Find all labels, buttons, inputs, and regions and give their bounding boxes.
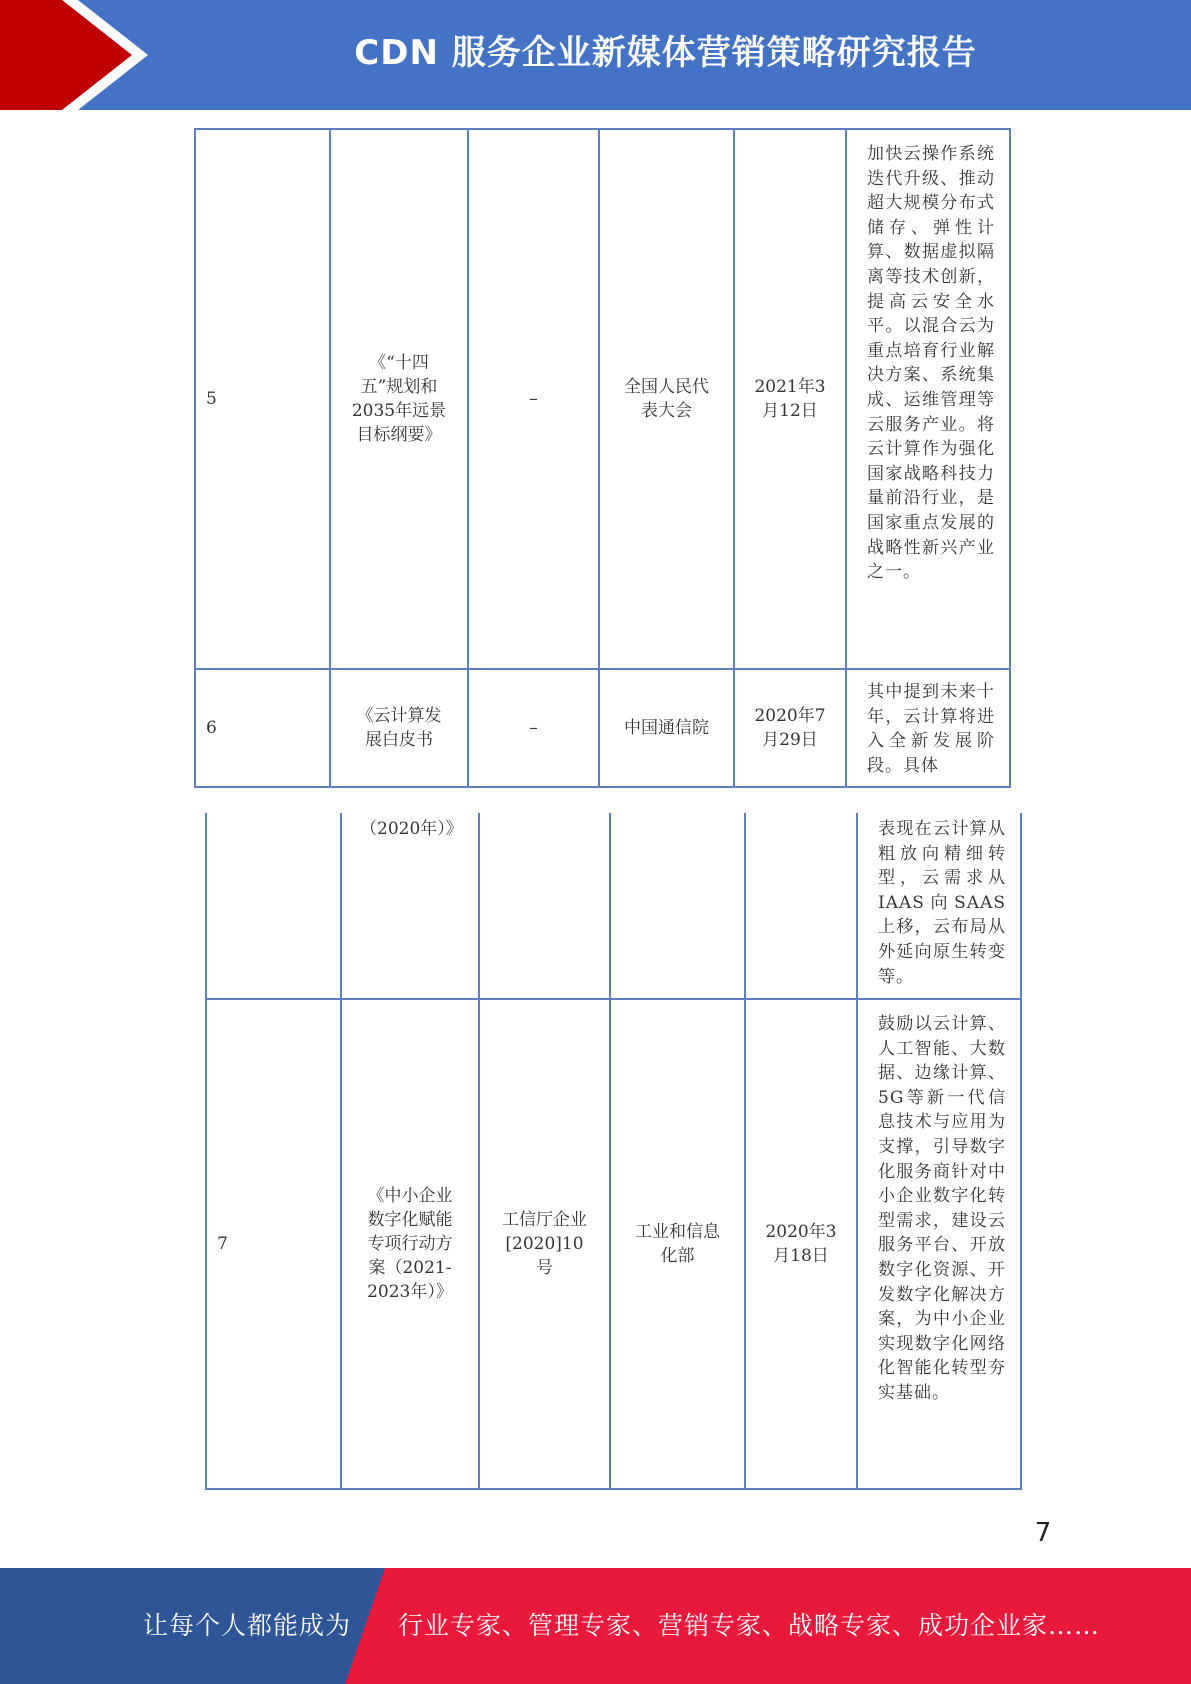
doc-number: 工信厅企业[2020]10号	[502, 1210, 587, 1278]
footer-slogan-right: 行业专家、管理专家、营销专家、战略专家、成功企业家……	[398, 1611, 1101, 1640]
date-cell	[734, 669, 846, 787]
header-arrow-decoration	[0, 0, 150, 110]
issue-date: 2020年3月18日	[765, 1222, 837, 1266]
content-summary: 表现在云计算从粗放向精细转型，云需求从IAAS向SAAS上移，云布局从外延向原生转变等。	[857, 813, 1021, 999]
doc-number	[479, 813, 610, 999]
page-header	[0, 0, 1191, 110]
content-summary: 其中提到未来十年，云计算将进入全新发展阶段。具体	[846, 669, 1010, 787]
document-title: CDN 服务企业新媒体营销策略研究报告	[354, 33, 977, 73]
issue-date: 2021年3月12日	[754, 377, 826, 421]
table-row	[206, 813, 1021, 999]
table-row	[195, 669, 1010, 787]
policy-name-cell	[341, 999, 479, 1489]
issue-date	[745, 813, 857, 999]
row-number: 7	[206, 999, 341, 1489]
doc-number: –	[468, 129, 599, 669]
issuer: 中国通信院	[624, 718, 709, 739]
policy-name: 《“十四五”规划和2035年远景目标纲要》	[351, 353, 447, 445]
issuer-cell	[599, 129, 734, 669]
footer-slogan-left: 让每个人都能成为	[143, 1611, 352, 1640]
policy-name-cell	[330, 129, 468, 669]
row-number: 5	[195, 129, 330, 669]
row-number: 6	[195, 669, 330, 787]
policy-table-part-2	[205, 813, 1022, 1490]
issuer	[610, 813, 745, 999]
doc-number: –	[468, 669, 599, 787]
policy-name: （2020年）》	[360, 819, 463, 839]
policy-name: 《云计算发展白皮书	[356, 706, 442, 751]
issuer-cell	[610, 999, 745, 1489]
policy-name: 《中小企业数字化赋能专项行动方案（2021-2023年）》	[367, 1186, 453, 1302]
policy-table-part-1	[194, 128, 1011, 788]
issuer: 工业和信息化部	[635, 1222, 720, 1266]
content-summary: 鼓励以云计算、人工智能、大数据、边缘计算、5G等新一代信息技术与应用为支撑，引导数字化服务商针对中小企业数字化转型需求，建设云服务平台、开放数字化资源、开发数字化解决方案，为中小企业实现数字化网络化智能化转型夯实基础。	[857, 999, 1021, 1489]
issue-date: 2020年7月29日	[754, 706, 826, 751]
issuer: 全国人民代表大会	[624, 377, 709, 421]
content-summary: 加快云操作系统迭代升级、推动超大规模分布式储存、弹性计算、数据虚拟隔离等技术创新，提高云安全水平。以混合云为重点培育行业解决方案、系统集成、运维管理等云服务产业。将云计算作为强化国家战略科技力量前沿行业，是国家重点发展的战略性新兴产业之一。	[846, 129, 1010, 669]
table-row	[195, 129, 1010, 669]
date-cell	[745, 999, 857, 1489]
row-number	[206, 813, 341, 999]
policy-name-cell	[330, 669, 468, 787]
page-number: 7	[1034, 1518, 1052, 1548]
date-cell	[734, 129, 846, 669]
table-row	[206, 999, 1021, 1489]
issuer-cell	[599, 669, 734, 787]
policy-name-cell	[341, 813, 479, 999]
doc-number-cell	[479, 999, 610, 1489]
page-footer	[0, 1568, 1191, 1684]
